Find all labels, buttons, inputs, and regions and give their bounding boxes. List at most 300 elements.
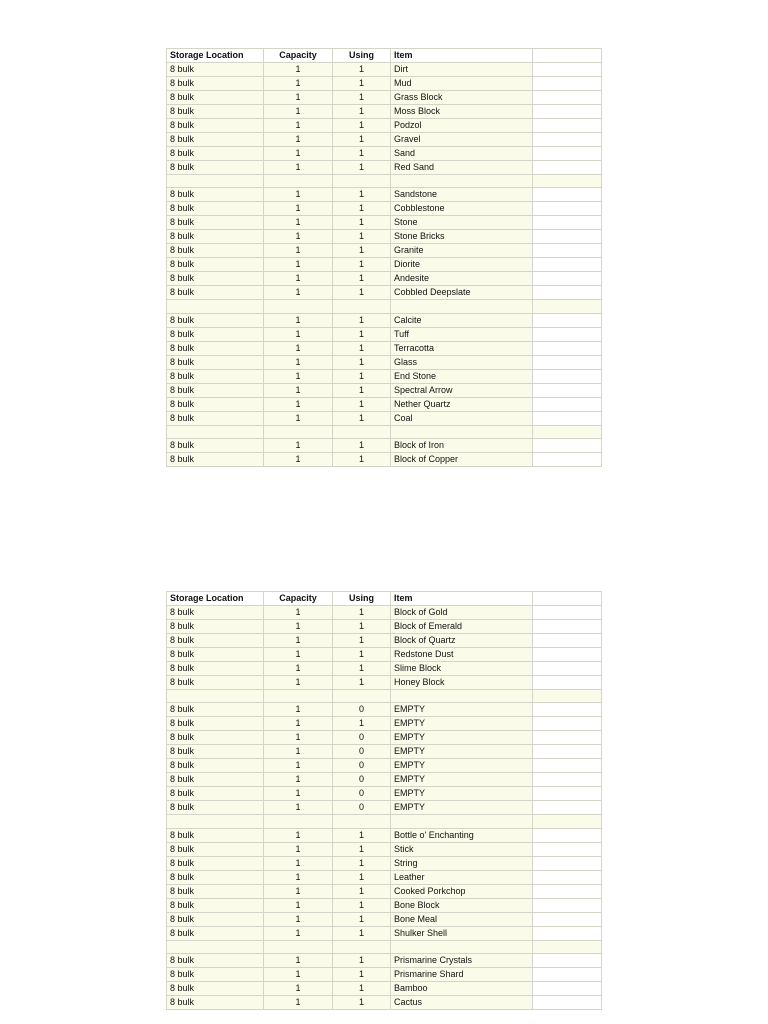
table-row xyxy=(167,842,602,856)
item-cell: Nether Quartz xyxy=(391,397,533,411)
item-cell: Moss Block xyxy=(391,105,533,119)
storage-location-cell: 8 bulk xyxy=(167,982,264,996)
capacity-cell: 1 xyxy=(264,411,333,425)
storage-location-cell: 8 bulk xyxy=(167,383,264,397)
extra-cell xyxy=(533,759,602,773)
storage-location-cell: 8 bulk xyxy=(167,842,264,856)
table-row xyxy=(167,119,602,133)
storage-table-2 xyxy=(166,591,602,1010)
extra-cell xyxy=(533,620,602,634)
item-cell: Spectral Arrow xyxy=(391,383,533,397)
storage-location-cell: 8 bulk xyxy=(167,355,264,369)
table-row xyxy=(167,453,602,467)
using-cell: 1 xyxy=(333,870,391,884)
using-cell: 1 xyxy=(333,982,391,996)
blank-row xyxy=(167,690,602,703)
capacity-cell: 1 xyxy=(264,648,333,662)
storage-table-1 xyxy=(166,48,602,467)
using-cell: 1 xyxy=(333,105,391,119)
item-cell: Coal xyxy=(391,411,533,425)
extra-cell xyxy=(533,202,602,216)
extra-cell xyxy=(533,912,602,926)
using-cell: 1 xyxy=(333,369,391,383)
storage-location-cell xyxy=(167,425,264,438)
table-row xyxy=(167,258,602,272)
item-cell: Grass Block xyxy=(391,91,533,105)
item-cell: String xyxy=(391,856,533,870)
table-row xyxy=(167,216,602,230)
storage-location-cell: 8 bulk xyxy=(167,996,264,1010)
storage-location-cell: 8 bulk xyxy=(167,216,264,230)
capacity-cell xyxy=(264,815,333,828)
capacity-cell: 1 xyxy=(264,63,333,77)
extra-cell xyxy=(533,662,602,676)
using-cell: 1 xyxy=(333,884,391,898)
capacity-cell: 1 xyxy=(264,717,333,731)
storage-location-cell: 8 bulk xyxy=(167,968,264,982)
item-cell: Bottle o' Enchanting xyxy=(391,828,533,842)
table-row xyxy=(167,773,602,787)
using-cell: 1 xyxy=(333,119,391,133)
storage-location-cell: 8 bulk xyxy=(167,884,264,898)
storage-location-cell: 8 bulk xyxy=(167,91,264,105)
table-row xyxy=(167,272,602,286)
extra-cell xyxy=(533,300,602,313)
using-cell: 0 xyxy=(333,703,391,717)
extra-cell xyxy=(533,272,602,286)
capacity-cell: 1 xyxy=(264,982,333,996)
capacity-cell: 1 xyxy=(264,801,333,815)
using-cell: 1 xyxy=(333,77,391,91)
capacity-cell xyxy=(264,940,333,953)
extra-cell xyxy=(533,383,602,397)
table-row xyxy=(167,63,602,77)
column-header: Capacity xyxy=(264,49,333,63)
item-cell xyxy=(391,175,533,188)
extra-cell xyxy=(533,175,602,188)
table-row xyxy=(167,313,602,327)
using-cell: 1 xyxy=(333,439,391,453)
item-cell: Stick xyxy=(391,842,533,856)
capacity-cell xyxy=(264,175,333,188)
item-cell: EMPTY xyxy=(391,801,533,815)
table-row xyxy=(167,105,602,119)
capacity-cell: 1 xyxy=(264,202,333,216)
extra-cell xyxy=(533,439,602,453)
capacity-cell: 1 xyxy=(264,787,333,801)
column-header: Storage Location xyxy=(167,49,264,63)
capacity-cell: 1 xyxy=(264,105,333,119)
blank-row xyxy=(167,300,602,313)
using-cell: 1 xyxy=(333,397,391,411)
item-cell: Cobblestone xyxy=(391,202,533,216)
using-cell: 0 xyxy=(333,759,391,773)
capacity-cell: 1 xyxy=(264,968,333,982)
using-cell xyxy=(333,425,391,438)
item-cell: Andesite xyxy=(391,272,533,286)
capacity-cell xyxy=(264,425,333,438)
capacity-cell: 1 xyxy=(264,133,333,147)
storage-location-cell: 8 bulk xyxy=(167,202,264,216)
using-cell: 1 xyxy=(333,912,391,926)
capacity-cell: 1 xyxy=(264,773,333,787)
table-row xyxy=(167,411,602,425)
extra-cell xyxy=(533,286,602,300)
using-cell: 1 xyxy=(333,161,391,175)
capacity-cell: 1 xyxy=(264,272,333,286)
column-header: Item xyxy=(391,49,533,63)
table-row xyxy=(167,188,602,202)
extra-cell xyxy=(533,230,602,244)
using-cell: 1 xyxy=(333,313,391,327)
table-row xyxy=(167,968,602,982)
extra-cell xyxy=(533,327,602,341)
capacity-cell: 1 xyxy=(264,230,333,244)
capacity-cell: 1 xyxy=(264,341,333,355)
item-cell: Prismarine Shard xyxy=(391,968,533,982)
using-cell: 1 xyxy=(333,327,391,341)
item-cell: Block of Iron xyxy=(391,439,533,453)
extra-cell xyxy=(533,397,602,411)
table-row xyxy=(167,161,602,175)
using-cell: 1 xyxy=(333,634,391,648)
blank-row xyxy=(167,175,602,188)
extra-cell xyxy=(533,703,602,717)
extra-cell xyxy=(533,926,602,940)
storage-location-cell: 8 bulk xyxy=(167,898,264,912)
item-cell: Granite xyxy=(391,244,533,258)
using-cell xyxy=(333,175,391,188)
using-cell: 1 xyxy=(333,133,391,147)
using-cell: 1 xyxy=(333,996,391,1010)
table-row xyxy=(167,355,602,369)
using-cell: 1 xyxy=(333,676,391,690)
using-cell xyxy=(333,940,391,953)
item-cell: Calcite xyxy=(391,313,533,327)
capacity-cell: 1 xyxy=(264,286,333,300)
column-header xyxy=(533,49,602,63)
storage-location-cell: 8 bulk xyxy=(167,773,264,787)
storage-location-cell xyxy=(167,815,264,828)
using-cell: 1 xyxy=(333,355,391,369)
extra-cell xyxy=(533,77,602,91)
column-header xyxy=(533,592,602,606)
table-row xyxy=(167,759,602,773)
storage-location-cell: 8 bulk xyxy=(167,286,264,300)
capacity-cell: 1 xyxy=(264,842,333,856)
storage-location-cell: 8 bulk xyxy=(167,634,264,648)
using-cell: 1 xyxy=(333,453,391,467)
table-row xyxy=(167,244,602,258)
item-cell: Bone Block xyxy=(391,898,533,912)
table-row xyxy=(167,439,602,453)
using-cell: 0 xyxy=(333,773,391,787)
item-cell: Glass xyxy=(391,355,533,369)
item-cell: EMPTY xyxy=(391,717,533,731)
capacity-cell: 1 xyxy=(264,745,333,759)
table-row xyxy=(167,397,602,411)
extra-cell xyxy=(533,648,602,662)
storage-location-cell: 8 bulk xyxy=(167,703,264,717)
blank-row xyxy=(167,815,602,828)
table-row xyxy=(167,703,602,717)
capacity-cell: 1 xyxy=(264,606,333,620)
table-row xyxy=(167,634,602,648)
using-cell: 1 xyxy=(333,91,391,105)
table-row xyxy=(167,620,602,634)
using-cell: 1 xyxy=(333,147,391,161)
capacity-cell: 1 xyxy=(264,216,333,230)
extra-cell xyxy=(533,773,602,787)
capacity-cell: 1 xyxy=(264,884,333,898)
using-cell: 1 xyxy=(333,968,391,982)
table-row xyxy=(167,286,602,300)
item-cell: EMPTY xyxy=(391,787,533,801)
capacity-cell: 1 xyxy=(264,634,333,648)
storage-location-cell xyxy=(167,690,264,703)
capacity-cell: 1 xyxy=(264,147,333,161)
using-cell: 1 xyxy=(333,620,391,634)
extra-cell xyxy=(533,815,602,828)
storage-location-cell: 8 bulk xyxy=(167,258,264,272)
extra-cell xyxy=(533,258,602,272)
extra-cell xyxy=(533,690,602,703)
item-cell xyxy=(391,690,533,703)
item-cell: Sand xyxy=(391,147,533,161)
extra-cell xyxy=(533,745,602,759)
storage-location-cell xyxy=(167,300,264,313)
header-row xyxy=(167,49,602,63)
storage-location-cell xyxy=(167,940,264,953)
extra-cell xyxy=(533,147,602,161)
capacity-cell: 1 xyxy=(264,355,333,369)
extra-cell xyxy=(533,133,602,147)
storage-location-cell: 8 bulk xyxy=(167,648,264,662)
table-row xyxy=(167,912,602,926)
item-cell: EMPTY xyxy=(391,731,533,745)
storage-location-cell: 8 bulk xyxy=(167,870,264,884)
table-row xyxy=(167,898,602,912)
capacity-cell: 1 xyxy=(264,759,333,773)
storage-location-cell: 8 bulk xyxy=(167,439,264,453)
capacity-cell: 1 xyxy=(264,258,333,272)
capacity-cell: 1 xyxy=(264,397,333,411)
item-cell: Terracotta xyxy=(391,341,533,355)
storage-location-cell: 8 bulk xyxy=(167,411,264,425)
capacity-cell: 1 xyxy=(264,161,333,175)
table-row xyxy=(167,91,602,105)
capacity-cell: 1 xyxy=(264,383,333,397)
using-cell: 1 xyxy=(333,258,391,272)
blank-row xyxy=(167,940,602,953)
storage-location-cell: 8 bulk xyxy=(167,105,264,119)
table-row xyxy=(167,648,602,662)
storage-location-cell: 8 bulk xyxy=(167,161,264,175)
item-cell: Shulker Shell xyxy=(391,926,533,940)
storage-location-cell: 8 bulk xyxy=(167,856,264,870)
item-cell: Redstone Dust xyxy=(391,648,533,662)
storage-location-cell: 8 bulk xyxy=(167,313,264,327)
extra-cell xyxy=(533,634,602,648)
table-row xyxy=(167,202,602,216)
table-row xyxy=(167,828,602,842)
blank-row xyxy=(167,425,602,438)
capacity-cell: 1 xyxy=(264,731,333,745)
storage-location-cell: 8 bulk xyxy=(167,119,264,133)
storage-location-cell: 8 bulk xyxy=(167,147,264,161)
table-row xyxy=(167,926,602,940)
using-cell: 1 xyxy=(333,383,391,397)
extra-cell xyxy=(533,982,602,996)
using-cell: 1 xyxy=(333,606,391,620)
extra-cell xyxy=(533,884,602,898)
item-cell: Cooked Porkchop xyxy=(391,884,533,898)
item-cell: Sandstone xyxy=(391,188,533,202)
item-cell: Gravel xyxy=(391,133,533,147)
extra-cell xyxy=(533,453,602,467)
table-row xyxy=(167,787,602,801)
item-cell xyxy=(391,425,533,438)
item-cell xyxy=(391,940,533,953)
table-row xyxy=(167,954,602,968)
capacity-cell: 1 xyxy=(264,898,333,912)
storage-location-cell: 8 bulk xyxy=(167,759,264,773)
using-cell: 1 xyxy=(333,341,391,355)
header-row xyxy=(167,592,602,606)
table-row xyxy=(167,147,602,161)
extra-cell xyxy=(533,91,602,105)
using-cell: 1 xyxy=(333,926,391,940)
item-cell: Diorite xyxy=(391,258,533,272)
extra-cell xyxy=(533,188,602,202)
item-cell: Bone Meal xyxy=(391,912,533,926)
extra-cell xyxy=(533,369,602,383)
item-cell: Slime Block xyxy=(391,662,533,676)
using-cell: 1 xyxy=(333,188,391,202)
storage-location-cell xyxy=(167,175,264,188)
item-cell: Block of Emerald xyxy=(391,620,533,634)
storage-location-cell: 8 bulk xyxy=(167,954,264,968)
capacity-cell: 1 xyxy=(264,77,333,91)
using-cell: 1 xyxy=(333,272,391,286)
table-row xyxy=(167,801,602,815)
capacity-cell: 1 xyxy=(264,828,333,842)
capacity-cell: 1 xyxy=(264,912,333,926)
storage-location-cell: 8 bulk xyxy=(167,731,264,745)
extra-cell xyxy=(533,411,602,425)
extra-cell xyxy=(533,63,602,77)
storage-location-cell: 8 bulk xyxy=(167,341,264,355)
extra-cell xyxy=(533,244,602,258)
extra-cell xyxy=(533,787,602,801)
storage-location-cell: 8 bulk xyxy=(167,63,264,77)
using-cell xyxy=(333,300,391,313)
using-cell: 1 xyxy=(333,411,391,425)
extra-cell xyxy=(533,313,602,327)
extra-cell xyxy=(533,425,602,438)
item-cell: End Stone xyxy=(391,369,533,383)
table-row xyxy=(167,870,602,884)
storage-location-cell: 8 bulk xyxy=(167,620,264,634)
storage-location-cell: 8 bulk xyxy=(167,230,264,244)
using-cell: 1 xyxy=(333,662,391,676)
table-row xyxy=(167,982,602,996)
extra-cell xyxy=(533,842,602,856)
extra-cell xyxy=(533,341,602,355)
extra-cell xyxy=(533,216,602,230)
capacity-cell: 1 xyxy=(264,453,333,467)
using-cell: 1 xyxy=(333,898,391,912)
capacity-cell: 1 xyxy=(264,662,333,676)
extra-cell xyxy=(533,105,602,119)
capacity-cell xyxy=(264,300,333,313)
item-cell: Dirt xyxy=(391,63,533,77)
item-cell: Cactus xyxy=(391,996,533,1010)
storage-location-cell: 8 bulk xyxy=(167,77,264,91)
extra-cell xyxy=(533,801,602,815)
item-cell: Block of Gold xyxy=(391,606,533,620)
item-cell: EMPTY xyxy=(391,773,533,787)
item-cell: Bamboo xyxy=(391,982,533,996)
column-header: Storage Location xyxy=(167,592,264,606)
storage-location-cell: 8 bulk xyxy=(167,662,264,676)
item-cell: Stone xyxy=(391,216,533,230)
capacity-cell: 1 xyxy=(264,91,333,105)
table-row xyxy=(167,676,602,690)
storage-location-cell: 8 bulk xyxy=(167,828,264,842)
extra-cell xyxy=(533,355,602,369)
table-row xyxy=(167,327,602,341)
item-cell: Red Sand xyxy=(391,161,533,175)
using-cell: 1 xyxy=(333,230,391,244)
column-header: Item xyxy=(391,592,533,606)
capacity-cell: 1 xyxy=(264,188,333,202)
table-row xyxy=(167,884,602,898)
item-cell: Leather xyxy=(391,870,533,884)
capacity-cell: 1 xyxy=(264,676,333,690)
item-cell: Mud xyxy=(391,77,533,91)
capacity-cell: 1 xyxy=(264,870,333,884)
using-cell: 1 xyxy=(333,954,391,968)
extra-cell xyxy=(533,676,602,690)
capacity-cell: 1 xyxy=(264,327,333,341)
capacity-cell: 1 xyxy=(264,369,333,383)
using-cell: 0 xyxy=(333,731,391,745)
storage-location-cell: 8 bulk xyxy=(167,327,264,341)
item-cell: Cobbled Deepslate xyxy=(391,286,533,300)
storage-location-cell: 8 bulk xyxy=(167,912,264,926)
storage-location-cell: 8 bulk xyxy=(167,717,264,731)
storage-location-cell: 8 bulk xyxy=(167,272,264,286)
using-cell: 1 xyxy=(333,828,391,842)
capacity-cell: 1 xyxy=(264,119,333,133)
table-row xyxy=(167,662,602,676)
item-cell: Block of Copper xyxy=(391,453,533,467)
item-cell: EMPTY xyxy=(391,759,533,773)
table-row xyxy=(167,133,602,147)
column-header: Using xyxy=(333,592,391,606)
extra-cell xyxy=(533,828,602,842)
extra-cell xyxy=(533,968,602,982)
storage-location-cell: 8 bulk xyxy=(167,453,264,467)
capacity-cell xyxy=(264,690,333,703)
using-cell xyxy=(333,815,391,828)
storage-location-cell: 8 bulk xyxy=(167,801,264,815)
capacity-cell: 1 xyxy=(264,996,333,1010)
storage-location-cell: 8 bulk xyxy=(167,369,264,383)
extra-cell xyxy=(533,731,602,745)
storage-location-cell: 8 bulk xyxy=(167,133,264,147)
